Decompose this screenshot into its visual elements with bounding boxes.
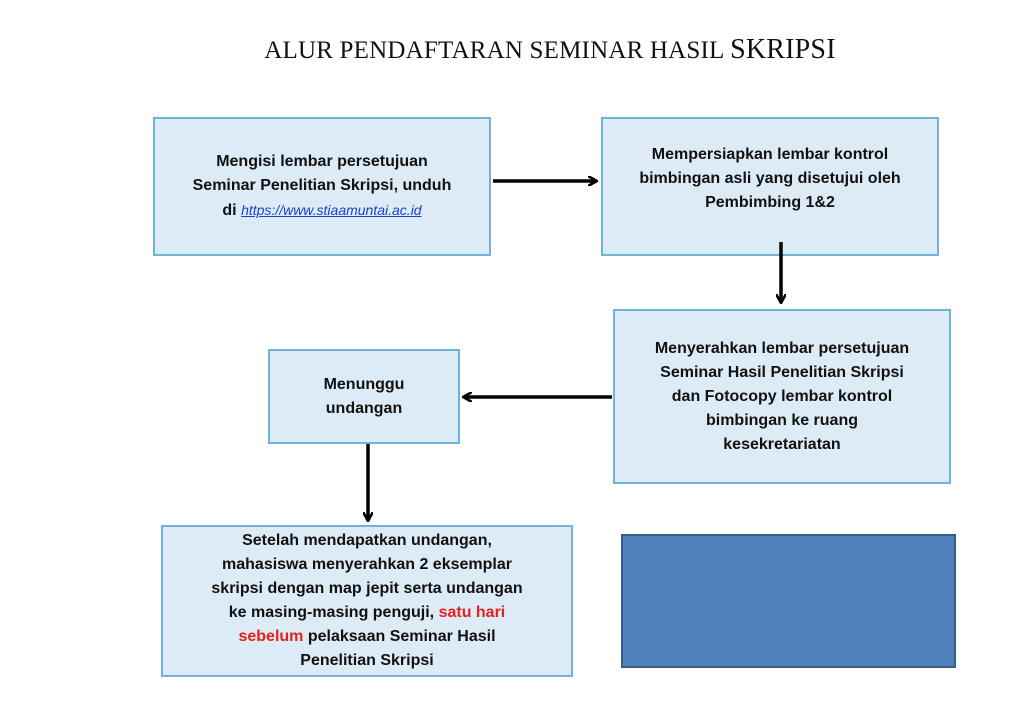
step-5-box: Setelah mendapatkan undangan, mahasiswa menyerahkan 2 eksemplar skripsi dengan map jepit serta undangan ke masing-masing penguji, satu hari sebelum pelaksaan Seminar Hasil Penelitian Skripsi bbox=[161, 525, 573, 677]
step-4-box: Menunggu undangan bbox=[268, 349, 460, 444]
step-1-box: Mengisi lembar persetujuan Seminar Penelitian Skripsi, unduh di https://www.stiaamuntai.ac.id bbox=[153, 117, 491, 256]
step-3-box: Menyerahkan lembar persetujuan Seminar Hasil Penelitian Skripsi dan Fotocopy lembar kontrol bimbingan ke ruang kesekretariatan bbox=[613, 309, 951, 484]
website-link[interactable]: https://www.stiaamuntai.ac.id bbox=[241, 202, 422, 218]
highlight-text: satu hari bbox=[438, 604, 506, 621]
page-title: ALUR PENDAFTARAN SEMINAR HASIL SKRIPSI bbox=[264, 34, 836, 65]
step-2-box: Mempersiapkan lembar kontrol bimbingan asli yang disetujui oleh Pembimbing 1&2 bbox=[601, 117, 939, 256]
highlight-text: sebelum bbox=[238, 628, 304, 645]
